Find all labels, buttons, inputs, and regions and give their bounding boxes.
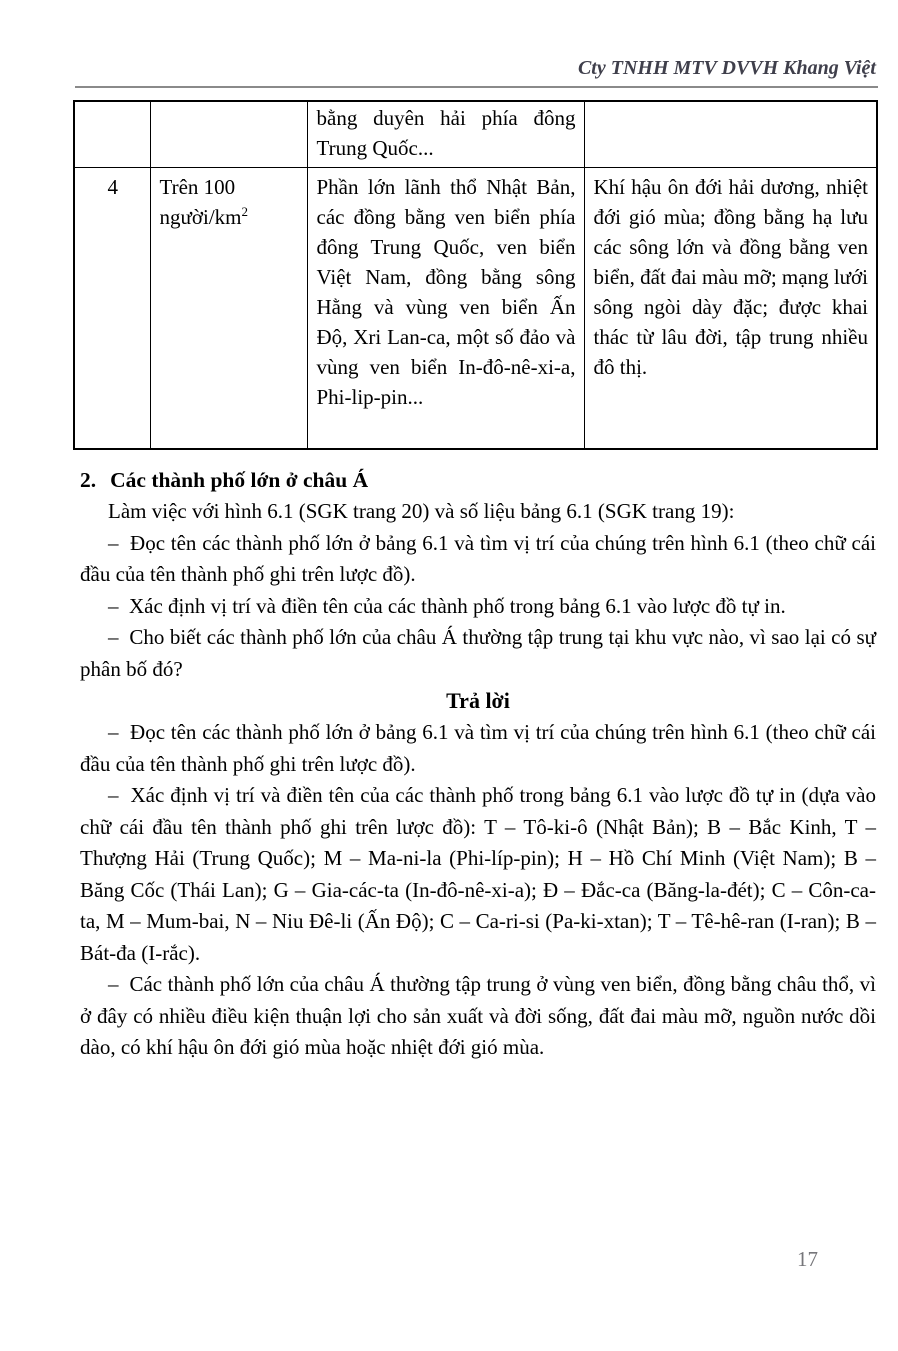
population-density-table	[73, 100, 878, 450]
density-line1: Trên 100	[159, 175, 236, 199]
table-cell-features: Khí hậu ôn đới hải dương, nhiệt đới gió mùa; đồng bằng hạ lưu các sông lớn và đồng bằng ven biển, đất đai màu mỡ; mạng lưới sông ngòi dày đặc; được khai thác từ lâu đời, tập trung nhiều đô thị.	[584, 168, 877, 450]
section-heading	[80, 464, 876, 496]
answer-item-3: – Các thành phố lớn của châu Á thường tập trung ở vùng ven biển, đồng bằng châu thổ, vì ở đây có nhiều điều kiện thuận lợi cho sản xuất và đời sống, đất đai màu mỡ, nguồn nước dồi dào, có khí hậu ôn đới gió mùa hoặc nhiệt đới gió mùa.	[80, 972, 876, 1059]
table-cell-distribution: Phần lớn lãnh thổ Nhật Bản, các đồng bằng ven biển phía đông Trung Quốc, ven biển Việt Nam, đồng bằng sông Hằng và vùng ven biển Ấn Độ, Xri Lan-ca, một số đảo và vùng ven biển In-đô-nê-xi-a, Phi-lip-pin...	[307, 168, 584, 450]
section-number: 2.	[80, 468, 97, 492]
table-cell-density-empty	[150, 101, 307, 168]
question-item-2: – Xác định vị trí và điền tên của các thành phố trong bảng 6.1 vào lược đồ tự in.	[108, 593, 786, 618]
table-row-4	[74, 168, 877, 450]
question-item-3: – Cho biết các thành phố lớn của châu Á thường tập trung tại khu vực nào, vì sao lại có sự phân bố đó?	[80, 625, 876, 681]
table-row-partial	[74, 101, 877, 168]
table-cell-distribution-continued: bằng duyên hải phía đông Trung Quốc...	[307, 101, 584, 168]
density-unit-exponent: 2	[241, 204, 248, 219]
page-number: 17	[797, 1247, 818, 1271]
density-unit-base: người/km	[159, 205, 242, 229]
question-item-1: – Đọc tên các thành phố lớn ở bảng 6.1 và tìm vị trí của chúng trên hình 6.1 (theo chữ cái đầu của tên thành phố ghi trên lược đồ).	[80, 530, 876, 586]
table-cell-no-empty	[74, 101, 150, 168]
intro-paragraph: Làm việc với hình 6.1 (SGK trang 20) và số liệu bảng 6.1 (SGK trang 19):	[108, 499, 735, 523]
header-rule	[75, 86, 878, 88]
table-cell-row-number: 4	[74, 168, 150, 450]
table-cell-features-empty	[584, 101, 877, 168]
header-brand: Cty TNHH MTV DVVH Khang Việt	[577, 57, 876, 79]
answer-item-1: – Đọc tên các thành phố lớn ở bảng 6.1 và tìm vị trí của chúng trên hình 6.1 (theo chữ cái đầu của tên thành phố ghi trên lược đồ).	[80, 720, 876, 776]
answer-item-2: – Xác định vị trí và điền tên của các thành phố trong bảng 6.1 vào lược đồ tự in (dựa vào chữ cái đầu tên thành phố ghi trên lược đồ): T – Tô-ki-ô (Nhật Bản); B – Bắc Kinh, T – Thượng Hải (Trung Quốc); M – Ma-ni-la (Phi-líp-pin); H – Hồ Chí Minh (Việt Nam); B – Băng Cốc (Thái Lan); G – Gia-các-ta (In-đô-nê-xi-a); Đ – Đắc-ca (Băng-la-đét); C – Côn-ca-ta, M – Mum-bai, N – Niu Đê-li (Ấn Độ); C – Ca-ri-si (Pa-ki-xtan); T – Tê-hê-ran (I-ran); B – Bát-đa (I-rắc).	[80, 783, 876, 965]
table-cell-density	[150, 168, 307, 450]
page-content	[80, 464, 876, 1064]
page-header	[75, 56, 878, 88]
answer-heading: Trả lời	[446, 688, 510, 713]
section-title: Các thành phố lớn ở châu Á	[110, 468, 369, 492]
